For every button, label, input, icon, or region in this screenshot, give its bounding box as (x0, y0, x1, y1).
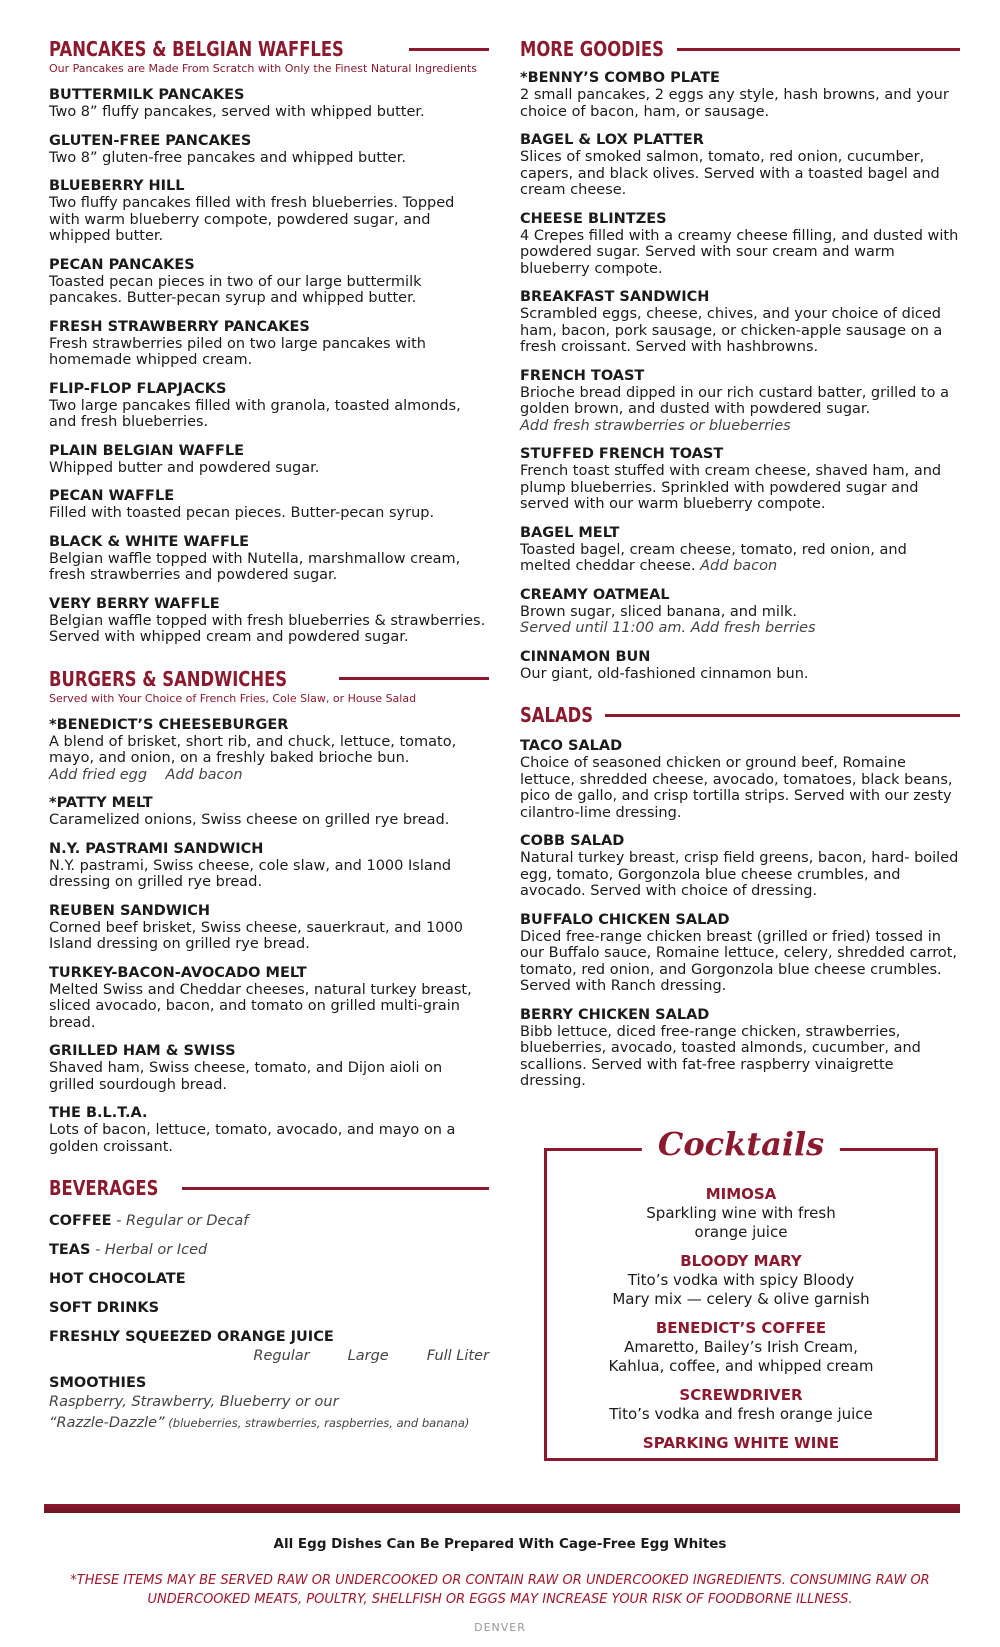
item-name: STUFFED FRENCH TOAST (520, 446, 724, 462)
beverage-smoothies (49, 1375, 489, 1434)
item-note: Served until 11:00 am. Add fresh berries (520, 620, 816, 636)
menu-item (520, 1007, 960, 1090)
item-name: FRESH STRAWBERRY PANCAKES (49, 318, 310, 335)
section-title: BEVERAGES (49, 1176, 159, 1200)
cocktail-desc: Kahlua, coffee, and whipped cream (608, 1357, 874, 1375)
right-column (520, 34, 960, 1102)
beverage-soft-drinks (49, 1300, 489, 1317)
burgers-section (49, 664, 489, 1156)
pancakes-header (49, 34, 489, 64)
item-desc-wrap (520, 542, 960, 575)
beverages-section (49, 1173, 489, 1434)
item-desc: Diced free-range chicken breast (grilled or fried) tossed in our Buffalo sauce, Romaine lettuce, celery, shredded carrot, tomato, red onion, and Gorgonzola blue cheese crumbles. Served with Ranch dressing. (520, 928, 957, 994)
section-rule (409, 48, 489, 51)
section-title: MORE GOODIES (520, 37, 664, 61)
beverages-header (49, 1173, 489, 1203)
item-name: *BENNY’S COMBO PLATE (520, 70, 720, 86)
menu-item (520, 649, 960, 683)
menu-item (520, 289, 960, 356)
section-rule (182, 1187, 489, 1190)
footer-rule (44, 1504, 960, 1513)
menu-item (49, 965, 489, 1032)
item-name: GRILLED HAM & SWISS (49, 1043, 236, 1059)
item-desc: N.Y. pastrami, Swiss cheese, cole slaw, and 1000 Island dressing on grilled rye bread. (49, 857, 452, 890)
razzle-ingredients: (blueberries, strawberries, raspberries, and banana) (164, 1416, 470, 1430)
menu-item (49, 596, 489, 646)
item-desc: Two large pancakes filled with granola, toasted almonds, and fresh blueberries. (49, 397, 461, 430)
menu-item (49, 1043, 489, 1093)
cocktail-item (547, 1252, 935, 1309)
item-desc: Filled with toasted pecan pieces. Butter-pecan syrup. (49, 505, 435, 521)
item-name: BERRY CHICKEN SALAD (520, 1006, 710, 1023)
smoothie-razzle (49, 1413, 489, 1434)
beverage-name: SOFT DRINKS (49, 1300, 160, 1316)
menu-item (49, 1105, 489, 1155)
item-name: PLAIN BELGIAN WAFFLE (49, 442, 245, 459)
item-desc: Slices of smoked salmon, tomato, red onion, cucumber, capers, and black olives. Served with a toasted bagel and cream cheese. (520, 149, 940, 198)
beverage-coffee (49, 1213, 489, 1230)
beverage-teas (49, 1242, 489, 1259)
cocktail-desc: Tito’s vodka and fresh orange juice (609, 1405, 873, 1423)
cocktail-item (547, 1319, 935, 1376)
item-note: Add fried egg Add bacon (49, 766, 243, 783)
cocktail-name: BENEDICT’S COFFEE (655, 1319, 827, 1337)
menu-item (49, 717, 489, 784)
item-desc: Brown sugar, sliced banana, and milk. (520, 603, 797, 620)
item-name: FLIP-FLOP FLAPJACKS (49, 380, 227, 397)
item-desc: Toasted pecan pieces in two of our large buttermilk pancakes. Butter-pecan syrup and whipped butter. (49, 273, 422, 306)
size-regular: Regular (253, 1348, 310, 1364)
item-desc: A blend of brisket, short rib, and chuck, lettuce, tomato, mayo, and onion, on a freshly baked brioche bun. (49, 733, 457, 766)
item-name: BAGEL & LOX PLATTER (520, 132, 704, 148)
item-desc: Natural turkey breast, crisp field greens, bacon, hard- boiled egg, tomato, Gorgonzola blue cheese crumbles, and avocado. Served with choice of dressing. (520, 850, 959, 899)
item-desc: Lots of bacon, lettuce, tomato, avocado, and mayo on a golden croissant. (49, 1122, 456, 1155)
size-full-liter: Full Liter (426, 1348, 489, 1364)
item-desc: French toast stuffed with cream cheese, shaved ham, and plump blueberries. Sprinkled with powdered sugar and served with our warm blueberry compote. (520, 463, 942, 512)
salads-header (520, 700, 960, 730)
item-note: Add bacon (695, 558, 778, 574)
beverage-name: COFFEE (49, 1213, 112, 1229)
menu-item (49, 133, 489, 167)
item-desc: Choice of seasoned chicken or ground beef, Romaine lettuce, shredded cheese, avocado, tomatoes, black beans, pico de gallo, and crisp tortilla strips. Served with our zesty cilantro-lime dressing. (520, 755, 953, 821)
cocktail-name: BLOODY MARY (680, 1252, 802, 1270)
menu-item (520, 833, 960, 900)
beverage-orange-juice (49, 1329, 489, 1365)
item-name: GLUTEN-FREE PANCAKES (49, 132, 252, 149)
item-name: CHEESE BLINTZES (520, 210, 667, 227)
item-name: N.Y. PASTRAMI SANDWICH (49, 840, 264, 857)
menu-item (520, 70, 960, 120)
item-desc: Two 8” fluffy pancakes, served with whipped butter. (49, 104, 425, 120)
section-subtitle: Our Pancakes are Made From Scratch with Only the Finest Natural Ingredients (49, 62, 477, 75)
cocktail-item (547, 1434, 935, 1453)
goodies-header (520, 34, 960, 64)
beverage-note: - Herbal or Iced (90, 1242, 208, 1258)
cocktail-name: SCREWDRIVER (679, 1386, 803, 1404)
item-name: BUFFALO CHICKEN SALAD (520, 911, 730, 928)
section-title: BURGERS & SANDWICHES (49, 666, 288, 691)
item-desc: Shaved ham, Swiss cheese, tomato, and Dijon aioli on grilled sourdough bread. (49, 1060, 443, 1093)
item-note: Add fresh strawberries or blueberries (520, 417, 791, 434)
cocktails-list (547, 1151, 935, 1453)
cocktail-name: MIMOSA (705, 1185, 777, 1203)
menu-item (520, 912, 960, 995)
menu-item (520, 446, 960, 513)
menu-item (520, 525, 960, 575)
smoothie-flavors: Raspberry, Strawberry, Blueberry or our (49, 1394, 339, 1410)
item-desc: Two 8” gluten-free pancakes and whipped butter. (49, 149, 406, 166)
salads-section (520, 700, 960, 1090)
cocktail-desc: Mary mix — celery & olive garnish (612, 1290, 870, 1308)
menu-item (49, 534, 489, 584)
item-name: PECAN WAFFLE (49, 488, 175, 504)
menu-item (49, 488, 489, 522)
menu-item (49, 87, 489, 121)
section-title: PANCAKES & BELGIAN WAFFLES (49, 37, 344, 61)
item-desc: Bibb lettuce, diced free-range chicken, strawberries, blueberries, avocado, toasted almonds, cucumber, and scallions. Served with fat-free raspberry vinaigrette dressing. (520, 1023, 921, 1089)
item-desc: Brioche bread dipped in our rich custard batter, grilled to a golden brown, and dusted with powdered sugar. (520, 384, 949, 417)
menu-item (520, 368, 960, 435)
item-name: CINNAMON BUN (520, 648, 651, 665)
menu-item (49, 257, 489, 307)
section-title: SALADS (520, 703, 594, 727)
cocktails-title: Cocktails (642, 1125, 840, 1163)
item-desc: Fresh strawberries piled on two large pancakes with homemade whipped cream. (49, 335, 426, 368)
menu-item (49, 443, 489, 477)
item-name: BREAKFAST SANDWICH (520, 289, 710, 305)
menu-item (520, 587, 960, 637)
foodborne-warning: *THESE ITEMS MAY BE SERVED RAW OR UNDERCOOKED OR CONTAIN RAW OR UNDERCOOKED INGREDIENTS. CONSUMING RAW OR UNDERCOOKED MEATS, POULTRY, SHELLFISH OR EGGS MAY INCREASE YOUR RISK OF FOODBORNE ILLNESS. (70, 1573, 930, 1607)
pancakes-section (49, 34, 489, 646)
item-name: BUTTERMILK PANCAKES (49, 87, 245, 103)
item-name: FRENCH TOAST (520, 367, 645, 384)
item-desc: Corned beef brisket, Swiss cheese, sauerkraut, and 1000 Island dressing on grilled rye bread. (49, 919, 463, 952)
item-name: BLACK & WHITE WAFFLE (49, 533, 250, 550)
goodies-section (520, 34, 960, 682)
item-name: TURKEY-BACON-AVOCADO MELT (49, 964, 307, 981)
left-column (49, 34, 489, 1446)
section-rule (339, 677, 489, 680)
cocktail-item (547, 1386, 935, 1424)
item-name: TACO SALAD (520, 738, 623, 754)
cocktail-desc: Sparkling wine with fresh (646, 1204, 836, 1222)
item-desc: Belgian waffle topped with fresh blueberries & strawberries. Served with whipped cream and powdered sugar. (49, 612, 486, 645)
section-rule (677, 48, 960, 51)
egg-white-note: All Egg Dishes Can Be Prepared With Cage-Free Egg Whites (273, 1536, 727, 1552)
menu-item (49, 178, 489, 245)
menu-item (520, 132, 960, 199)
beverage-name: SMOOTHIES (49, 1375, 147, 1391)
item-name: VERY BERRY WAFFLE (49, 595, 220, 612)
menu-item (49, 319, 489, 369)
item-desc: Scrambled eggs, cheese, chives, and your choice of diced ham, bacon, pork sausage, or chicken-apple sausage on a fresh croissant. Served with hashbrowns. (520, 306, 943, 355)
section-rule (605, 714, 960, 717)
cocktail-item (547, 1185, 935, 1242)
cocktail-desc: Amaretto, Bailey’s Irish Cream, (624, 1338, 858, 1356)
cocktail-name: SPARKING WHITE WINE (642, 1434, 840, 1452)
cocktail-desc: Tito’s vodka with spicy Bloody (627, 1271, 855, 1289)
menu-item (520, 211, 960, 278)
item-name: BLUEBERRY HILL (49, 178, 185, 194)
size-large: Large (347, 1348, 389, 1364)
item-desc: 4 Crepes filled with a creamy cheese filling, and dusted with powdered sugar. Served with sour cream and warm blueberry compote. (520, 227, 959, 277)
item-name: CREAMY OATMEAL (520, 586, 670, 603)
item-desc: Belgian waffle topped with Nutella, marshmallow cream, fresh strawberries and powdered sugar. (49, 550, 461, 583)
item-desc: 2 small pancakes, 2 eggs any style, hash browns, and your choice of bacon, ham, or sausage. (520, 87, 949, 120)
item-name: REUBEN SANDWICH (49, 902, 210, 919)
beverage-name: TEAS (49, 1242, 91, 1258)
beverage-hot-chocolate (49, 1271, 489, 1288)
menu-item (49, 795, 489, 829)
cocktails-box (544, 1125, 938, 1461)
item-desc: Our giant, old-fashioned cinnamon bun. (520, 665, 809, 682)
item-desc: Toasted bagel, cream cheese, tomato, red onion, and melted cheddar cheese. (520, 541, 907, 574)
menu-item (49, 381, 489, 431)
beverage-note: - Regular or Decaf (111, 1213, 249, 1229)
item-name: PECAN PANCAKES (49, 256, 195, 273)
size-options (49, 1348, 489, 1365)
beverage-name: FRESHLY SQUEEZED ORANGE JUICE (49, 1329, 334, 1345)
item-name: *BENEDICT’S CHEESEBURGER (49, 716, 289, 733)
beverage-name: HOT CHOCOLATE (49, 1271, 186, 1287)
menu-item (49, 841, 489, 891)
item-name: COBB SALAD (520, 833, 625, 849)
cocktail-desc: orange juice (694, 1223, 788, 1241)
item-desc: Melted Swiss and Cheddar cheeses, natural turkey breast, sliced avocado, bacon, and tomato on grilled multi-grain bread. (49, 981, 472, 1031)
item-desc: Caramelized onions, Swiss cheese on grilled rye bread. (49, 812, 450, 828)
item-name: *PATTY MELT (49, 795, 153, 811)
item-name: THE B.L.T.A. (49, 1105, 148, 1121)
item-desc: Two fluffy pancakes filled with fresh blueberries. Topped with warm blueberry compote, powdered sugar, and whipped butter. (49, 195, 455, 244)
menu-item (520, 738, 960, 821)
razzle-name: “Razzle-Dazzle” (49, 1415, 165, 1431)
section-subtitle: Served with Your Choice of French Fries, Cole Slaw, or House Salad (49, 691, 417, 705)
item-desc: Whipped butter and powdered sugar. (49, 459, 320, 476)
item-name: BAGEL MELT (520, 524, 620, 541)
location-label: DENVER (474, 1621, 526, 1634)
menu-item (49, 903, 489, 953)
burgers-header (49, 664, 489, 694)
